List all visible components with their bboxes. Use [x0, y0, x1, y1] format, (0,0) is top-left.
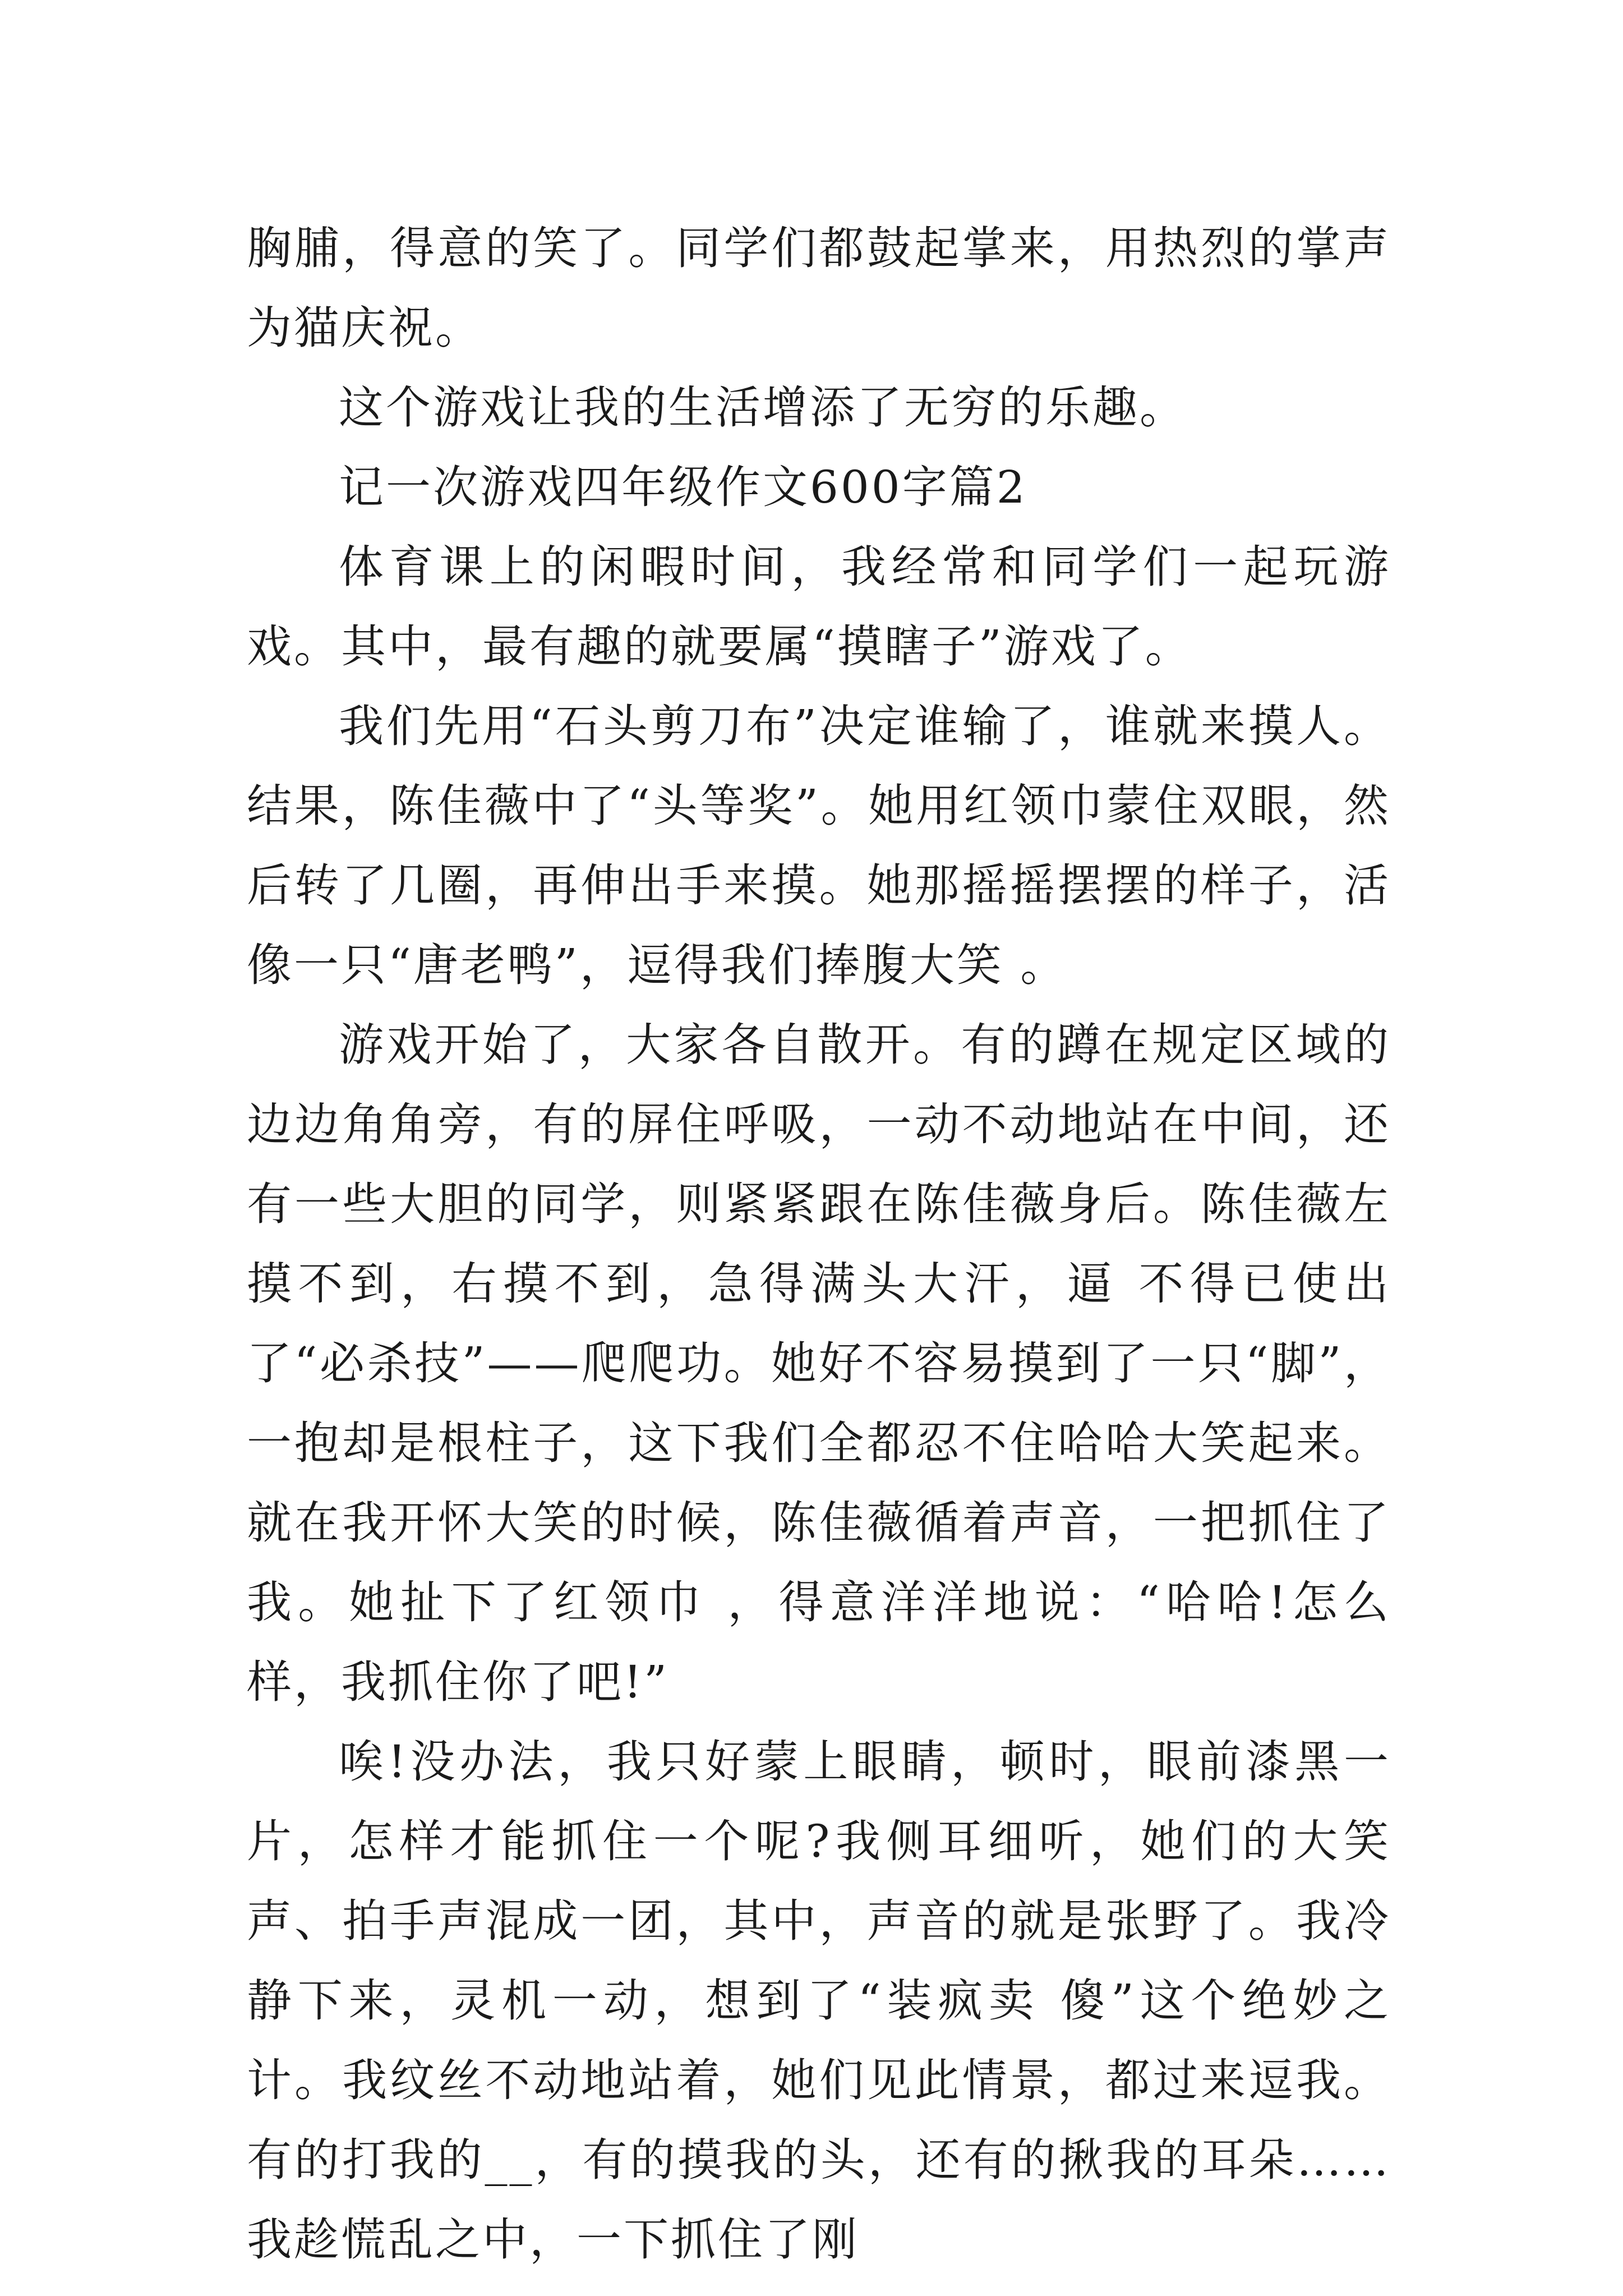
- section-heading: 记一次游戏四年级作文600字篇2: [339, 461, 1027, 513]
- paragraph-1: 胸脯，得意的笑了。同学们都鼓起掌来，用热烈的掌声为猫庆祝。: [247, 222, 1391, 354]
- paragraph-4: 我们先用“石头剪刀布”决定谁输了，谁就来摸人。结果，陈佳薇中了“头等奖”。她用红领巾蒙住双眼，然后转了几圈，再伸出手来摸。她那摇摇摆摆的样子，活像一只“唐老鸭”，逗得我们捧腹大笑 。: [247, 700, 1391, 991]
- document-body: [247, 209, 1391, 2280]
- paragraph-6: 唉!没办法，我只好蒙上眼睛，顿时，眼前漆黑一片，怎样才能抓住一个呢?我侧耳细听，她们的大笑声、拍手声混成一团，其中，声音的就是张野了。我冷静下来，灵机一动，想到了“装疯卖 傻”这个绝妙之计。我纹丝不动地站着，她们见此情景，都过来逗我。有的打我的__，有的摸我的头，还有的揪我的耳朵……我趁慌乱之中，一下抓住了刚: [247, 1736, 1391, 2266]
- paragraph-2: 这个游戏让我的生活增添了无穷的乐趣。: [339, 381, 1187, 434]
- paragraph-5: 游戏开始了，大家各自散开。有的蹲在规定区域的边边角角旁，有的屏住呼吸，一动不动地站在中间，还有一些大胆的同学，则紧紧跟在陈佳薇身后。陈佳薇左摸不到，右摸不到，急得满头大汗，逼 不得已使出了“必杀技”——爬爬功。她好不容易摸到了一只“脚”，一抱却是根柱子，这下我们全都忍不住哈哈大笑起来。就在我开怀大笑的时候，陈佳薇循着声音，一把抓住了我。她扯下了红领巾 ，得意洋洋地说：“哈哈!怎么样，我抓住你了吧!”: [247, 1019, 1391, 1708]
- paragraph-3: 体育课上的闲暇时间，我经常和同学们一起玩游戏。其中，最有趣的就要属“摸瞎子”游戏了。: [247, 541, 1391, 673]
